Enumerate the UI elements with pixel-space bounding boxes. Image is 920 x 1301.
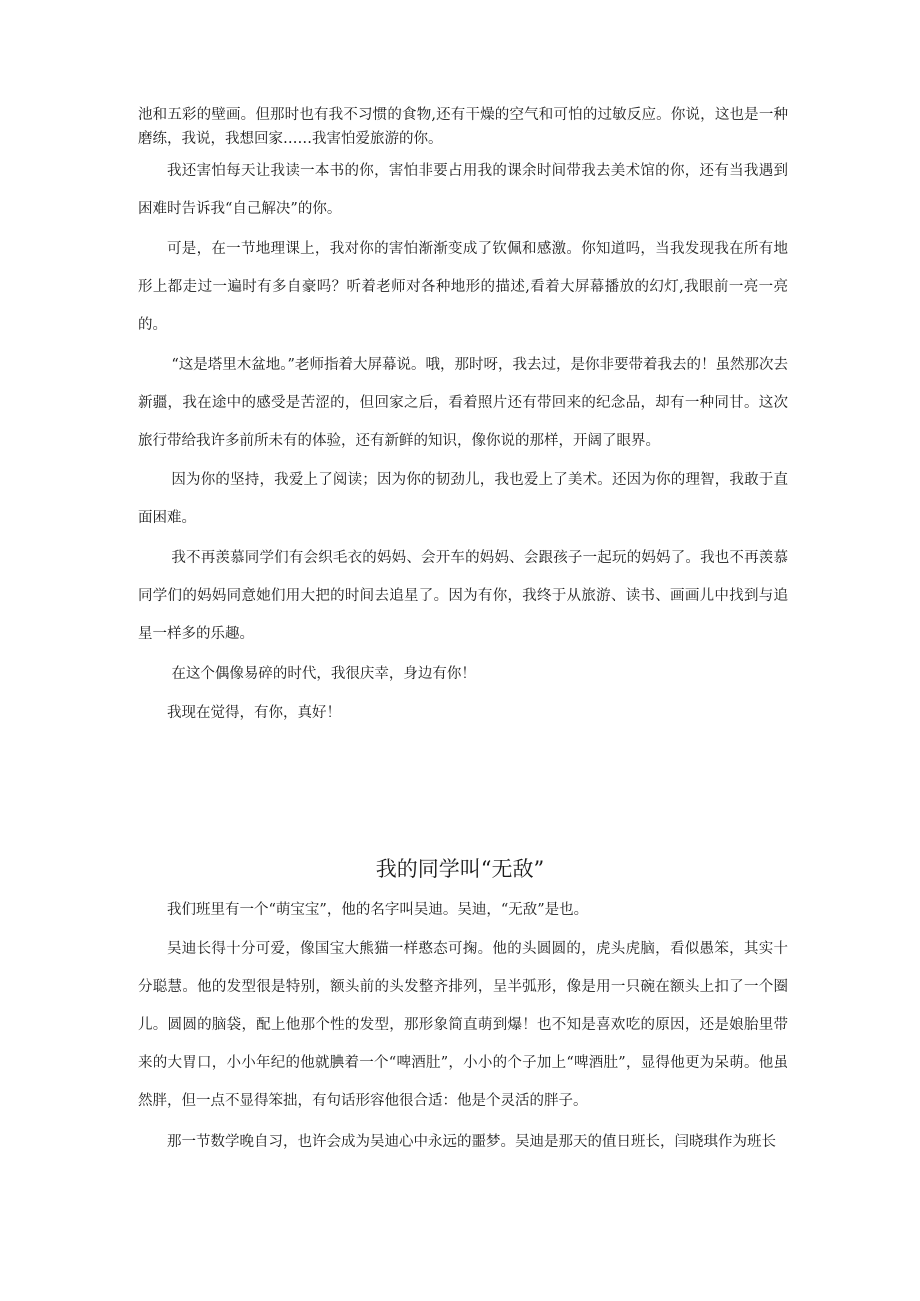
essay2-title: 我的同学叫“无敌” xyxy=(375,857,545,881)
essay1-paragraph-1: 池和五彩的壁画。但那时也有我不习惯的食物,还有干燥的空气和可怕的过敏反应。你说，这也是一种磨练，我说，我想回家……我害怕爱旅游的你。 xyxy=(138,107,788,147)
essay1-paragraph-4: “这是塔里木盆地。”老师指着大屏幕说。哦，那时呀，我去过，是你非要带着我去的！虽然那次去新疆，我在途中的感受是苦涩的，但回家之后，看着照片还有带回来的纪念品，却有一种同甘。这次旅行带给我许多前所未有的体验，还有新鲜的知识，像你说的那样，开阔了眼界。 xyxy=(138,357,788,449)
essay2-paragraph-1: 我们班里有一个“萌宝宝”，他的名字叫吴迪。吴迪，“无敌”是也。 xyxy=(167,902,589,918)
essay1-paragraph-5: 因为你的坚持，我爱上了阅读；因为你的韧劲儿，我也爱上了美术。还因为你的理智，我敢于直面困难。 xyxy=(138,472,788,526)
essay1-paragraph-2: 我还害怕每天让我读一本书的你，害怕非要占用我的课余时间带我去美术馆的你，还有当我遇到困难时告诉我“自己解决”的你。 xyxy=(138,163,788,217)
essay1-paragraph-3: 可是，在一节地理课上，我对你的害怕渐渐变成了钦佩和感激。你知道吗，当我发现我在所有地形上都走过一遍时有多自豪吗？听着老师对各种地形的描述,看着大屏幕播放的幻灯,我眼前一亮一亮的。 xyxy=(138,241,788,333)
essay1-paragraph-6: 我不再羡慕同学们有会织毛衣的妈妈、会开车的妈妈、会跟孩子一起玩的妈妈了。我也不再羡慕同学们的妈妈同意她们用大把的时间去追星了。因为有你，我终于从旅游、读书、画画儿中找到与追星一样多的乐趣。 xyxy=(138,550,788,642)
essay1-paragraph-7: 在这个偶像易碎的时代，我很庆幸，身边有你！ xyxy=(171,666,476,682)
essay1-paragraph-8: 我现在觉得，有你，真好！ xyxy=(167,705,341,721)
essay2-paragraph-3: 那一节数学晚自习，也许会成为吴迪心中永远的噩梦。吴迪是那天的值日班长，闫晓琪作为班长 xyxy=(167,1134,776,1150)
essay2-paragraph-2: 吴迪长得十分可爱，像国宝大熊猫一样憨态可掬。他的头圆圆的，虎头虎脑，看似愚笨，其实十分聪慧。他的发型很是特别，额头前的头发整齐排列，呈半弧形，像是用一只碗在额头上扣了一个圈儿。圆圆的脑袋，配上他那个性的发型，那形象简直萌到爆！也不知是喜欢吃的原因，还是娘胎里带来的大胃口，小小年纪的他就腆着一个“啤酒肚”，小小的个子加上“啤酒肚”，显得他更为呆萌。他虽然胖，但一点不显得笨拙，有句话形容他很合适：他是个灵活的胖子。 xyxy=(138,941,788,1109)
